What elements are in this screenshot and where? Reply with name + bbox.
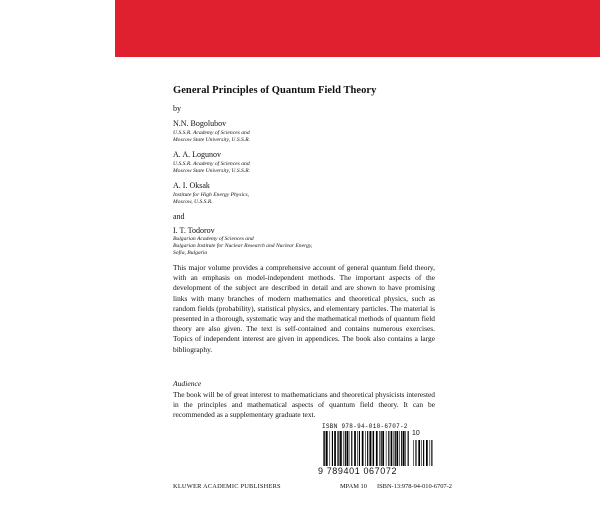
book-title: General Principles of Quantum Field Theory <box>173 85 377 96</box>
audience-text: The book will be of great interest to mathematicians and theoretical physicists interested in the principles and mathematical aspects of quantum field theory. It can be recommended as a supplementary graduate text. <box>173 390 435 420</box>
author-affiliation: Moscow State University, U.S.S.R. <box>173 168 251 174</box>
series-number: MPAM 10 <box>340 483 367 490</box>
author-affiliation: Bulgarian Institute for Nuclear Research and Nuclear Energy, <box>173 243 313 249</box>
barcode-isbn-label: ISBN 978-94-010-6707-2 <box>322 423 408 430</box>
footer-isbn: ISBN-13:978-94-010-6707-2 <box>377 483 452 490</box>
barcode-addon-image <box>412 440 434 466</box>
author-name: A. I. Oksak <box>173 181 210 190</box>
author-name: N.N. Bogolubov <box>173 119 227 128</box>
author-affiliation: Sofia, Bulgaria <box>173 250 208 256</box>
cover-color-band <box>115 0 600 57</box>
barcode-digits: 9 789401 067072 <box>318 466 398 476</box>
and-label: and <box>173 212 185 221</box>
author-affiliation: Moscow State University, U.S.S.R. <box>173 137 251 143</box>
author-name: I. T. Todorov <box>173 226 215 235</box>
barcode-addon-digits: 10 <box>412 430 420 437</box>
author-name: A. A. Logunov <box>173 150 221 159</box>
author-affiliation: U.S.S.R. Academy of Sciences and <box>173 161 250 167</box>
publisher-name: KLUWER ACADEMIC PUBLISHERS <box>173 483 281 490</box>
author-affiliation: Institute for High Energy Physics, <box>173 192 250 198</box>
barcode-image <box>322 431 410 466</box>
by-label: by <box>173 104 181 113</box>
audience-heading: Audience <box>173 379 202 388</box>
author-affiliation: Moscow, U.S.S.R. <box>173 199 213 205</box>
book-abstract: This major volume provides a comprehensive account of general quantum field theory, with an emphasis on model-independent methods. The important aspects of the development of the subject are described in detail and are shown to have promising links with many branches of modern mathematics and theoretical physics, such as random fields (probability), statistical physics, and elementary particles. The material is presented in a thorough, systematic way and the mathematical methods of quantum field theory are also given. The text is self-contained and contains numerous exercises. Topics of independent interest are given in appendices. The book also contains a large bibliography. <box>173 263 435 354</box>
author-affiliation: U.S.S.R. Academy of Sciences and <box>173 130 250 136</box>
author-affiliation: Bulgarian Academy of Sciences and <box>173 236 254 242</box>
